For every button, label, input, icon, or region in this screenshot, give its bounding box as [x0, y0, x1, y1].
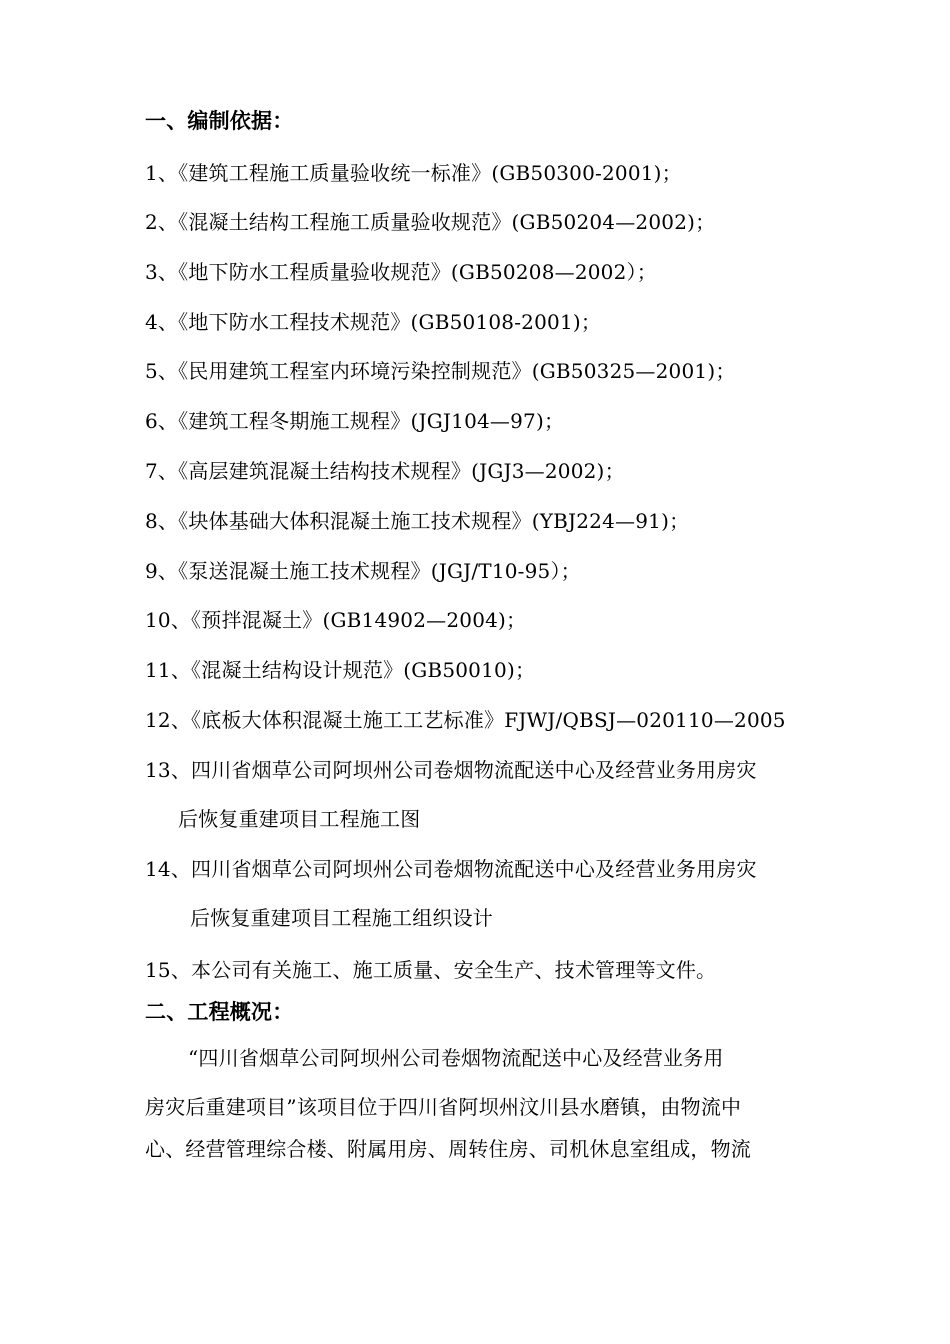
list-item: 9、《泵送混凝土施工技术规程》(JGJ/T10-95）；: [145, 559, 581, 583]
section-2-heading: 二、工程概况：: [145, 1000, 294, 1024]
list-item: 1、《建筑工程施工质量验收统一标准》(GB50300-2001)；: [145, 161, 682, 185]
list-item-15: 15、本公司有关施工、施工质量、安全生产、技术管理等文件。: [145, 958, 717, 982]
paragraph-line-2: 房灾后重建项目”该项目位于四川省阿坝州汶川县水磨镇，由物流中: [145, 1095, 742, 1119]
list-item: 5、《民用建筑工程室内环境污染控制规范》(GB50325—2001)；: [145, 359, 736, 383]
list-item-14-line-2: 后恢复重建项目工程施工组织设计: [190, 906, 493, 930]
list-item-14-line-1: 14、四川省烟草公司阿坝州公司卷烟物流配送中心及经营业务用房灾: [145, 857, 757, 881]
list-item: 11、《混凝土结构设计规范》(GB50010)；: [145, 658, 536, 682]
list-item: 10、《预拌混凝土》(GB14902—2004)；: [145, 608, 527, 632]
list-item-13-line-2: 后恢复重建项目工程施工图: [178, 807, 421, 831]
list-item: 4、《地下防水工程技术规范》(GB50108-2001)；: [145, 310, 602, 334]
list-item: 2、《混凝土结构工程施工质量验收规范》(GB50204—2002)；: [145, 210, 716, 234]
list-item: 12、《底板大体积混凝土施工工艺标准》FJWJ/QBSJ—020110—2005: [145, 708, 786, 732]
list-item: 8、《块体基础大体积混凝土施工技术规程》(YBJ224—91)；: [145, 509, 690, 533]
list-item-13-line-1: 13、四川省烟草公司阿坝州公司卷烟物流配送中心及经营业务用房灾: [145, 758, 757, 782]
list-item: 7、《高层建筑混凝土结构技术规程》(JGJ3—2002)；: [145, 459, 625, 483]
section-1-heading: 一、编制依据：: [145, 109, 294, 133]
list-item: 3、《地下防水工程质量验收规范》(GB50208—2002）；: [145, 260, 657, 284]
paragraph-line-1: “四川省烟草公司阿坝州公司卷烟物流配送中心及经营业务用: [188, 1046, 724, 1070]
paragraph-line-3: 心、经营管理综合楼、附属用房、周转住房、司机休息室组成，物流: [145, 1137, 751, 1161]
list-item: 6、《建筑工程冬期施工规程》(JGJ104—97)；: [145, 409, 565, 433]
